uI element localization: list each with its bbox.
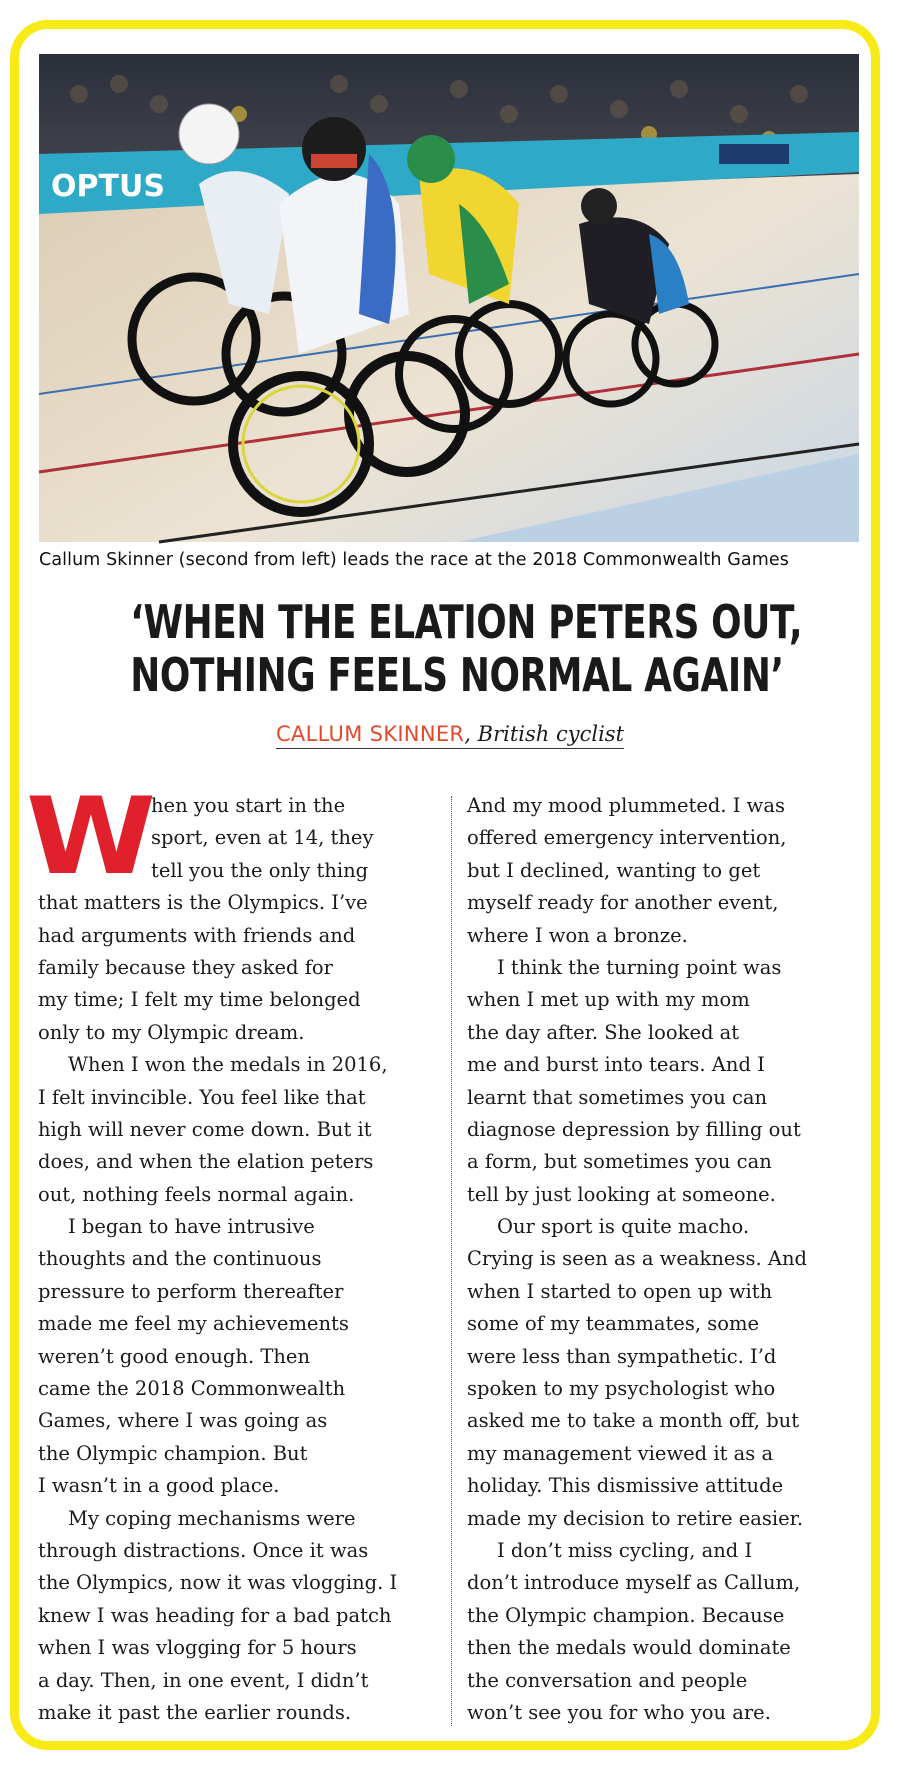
text-line: that matters is the Olympics. I’ve xyxy=(38,891,368,915)
headline-line-1: ‘WHEN THE ELATION PETERS OUT, xyxy=(130,595,803,649)
text-line: high will never come down. But it xyxy=(38,1117,372,1141)
svg-text:OPTUS: OPTUS xyxy=(51,169,165,204)
text-line: Crying is seen as a weakness. And xyxy=(467,1247,807,1271)
text-line: when I started to open up with xyxy=(467,1279,773,1303)
text-line: the Olympics, now it was vlogging. I xyxy=(38,1571,398,1595)
text-line: a day. Then, in one event, I didn’t xyxy=(38,1668,369,1692)
text-line: where I won a bronze. xyxy=(467,923,688,947)
text-line: made my decision to retire easier. xyxy=(467,1506,804,1530)
race-photo xyxy=(39,54,859,542)
text-line: the Olympic champion. Because xyxy=(467,1603,785,1627)
text-line: were less than sympathetic. I’d xyxy=(467,1344,777,1368)
text-line: When I won the medals in 2016, xyxy=(68,1053,388,1077)
text-line: came the 2018 Commonwealth xyxy=(38,1377,346,1401)
column-divider xyxy=(451,796,452,1726)
text-line: won’t see you for who you are. xyxy=(467,1700,771,1724)
text-line: don’t introduce myself as Callum, xyxy=(467,1571,801,1595)
text-line: myself ready for another event, xyxy=(467,891,779,915)
text-line: my management viewed it as a xyxy=(467,1441,774,1465)
text-line: thoughts and the continuous xyxy=(38,1247,322,1271)
text-line: I wasn’t in a good place. xyxy=(38,1474,280,1498)
text-line: family because they asked for xyxy=(38,955,333,979)
byline xyxy=(0,722,900,749)
left-column xyxy=(38,790,443,1729)
headline-line-2: NOTHING FEELS NORMAL AGAIN’ xyxy=(130,648,784,702)
text-line: had arguments with friends and xyxy=(38,923,356,947)
text-line: tell by just looking at someone. xyxy=(467,1182,776,1206)
track-cycling-photo-icon xyxy=(39,54,859,542)
text-line: make it past the earlier rounds. xyxy=(38,1700,352,1724)
text-line: then the medals would dominate xyxy=(467,1636,791,1660)
text-line: spoken to my psychologist who xyxy=(467,1377,776,1401)
text-line: I began to have intrusive xyxy=(68,1215,315,1239)
text-line: hen you start in the xyxy=(151,794,346,817)
photo-caption: Callum Skinner (second from left) leads the race at the 2018 Commonwealth Games xyxy=(39,550,789,570)
byline-name: CALLUM SKINNER xyxy=(275,722,465,746)
text-line: weren’t good enough. Then xyxy=(38,1344,311,1368)
text-line: a form, but sometimes you can xyxy=(467,1150,772,1174)
text-line: out, nothing feels normal again. xyxy=(38,1182,355,1206)
text-line: when I met up with my mom xyxy=(467,988,750,1012)
text-line: some of my teammates, some xyxy=(467,1312,760,1336)
text-line: Our sport is quite macho. xyxy=(497,1215,750,1239)
text-line: I don’t miss cycling, and I xyxy=(497,1538,753,1562)
text-line: offered emergency intervention, xyxy=(467,826,787,850)
svg-text:W: W xyxy=(25,775,157,899)
byline-separator: , xyxy=(464,722,478,746)
text-line: the Olympic champion. But xyxy=(38,1441,308,1465)
text-line: made me feel my achievements xyxy=(38,1312,349,1336)
text-line: the conversation and people xyxy=(467,1668,748,1692)
text-line: when I was vlogging for 5 hours xyxy=(38,1636,357,1660)
text-line: asked me to take a month off, but xyxy=(467,1409,800,1433)
byline-underline xyxy=(276,722,624,749)
right-column xyxy=(467,790,872,1729)
text-line: does, and when the elation peters xyxy=(38,1150,374,1174)
text-line: knew I was heading for a bad patch xyxy=(38,1603,392,1627)
byline-role: British cyclist xyxy=(477,722,625,746)
text-line: My coping mechanisms were xyxy=(68,1506,356,1530)
text-line: holiday. This dismissive attitude xyxy=(467,1474,784,1498)
text-line: diagnose depression by filling out xyxy=(467,1117,801,1141)
text-line: pressure to perform thereafter xyxy=(38,1279,344,1303)
text-line: tell you the only thing xyxy=(151,858,369,882)
text-line: but I declined, wanting to get xyxy=(467,858,761,882)
text-line: And my mood plummeted. I was xyxy=(467,794,785,817)
text-line: Games, where I was going as xyxy=(38,1409,328,1433)
text-line: I felt invincible. You feel like that xyxy=(38,1085,366,1109)
text-line: me and burst into tears. And I xyxy=(467,1053,765,1077)
text-line: I think the turning point was xyxy=(497,955,782,979)
text-line: learnt that sometimes you can xyxy=(467,1085,768,1109)
text-line: sport, even at 14, they xyxy=(151,826,374,850)
headline xyxy=(130,595,803,702)
text-line: the day after. She looked at xyxy=(467,1020,740,1044)
text-line: through distractions. Once it was xyxy=(38,1538,369,1562)
text-line: my time; I felt my time belonged xyxy=(38,988,361,1012)
text-line: only to my Olympic dream. xyxy=(38,1020,305,1044)
